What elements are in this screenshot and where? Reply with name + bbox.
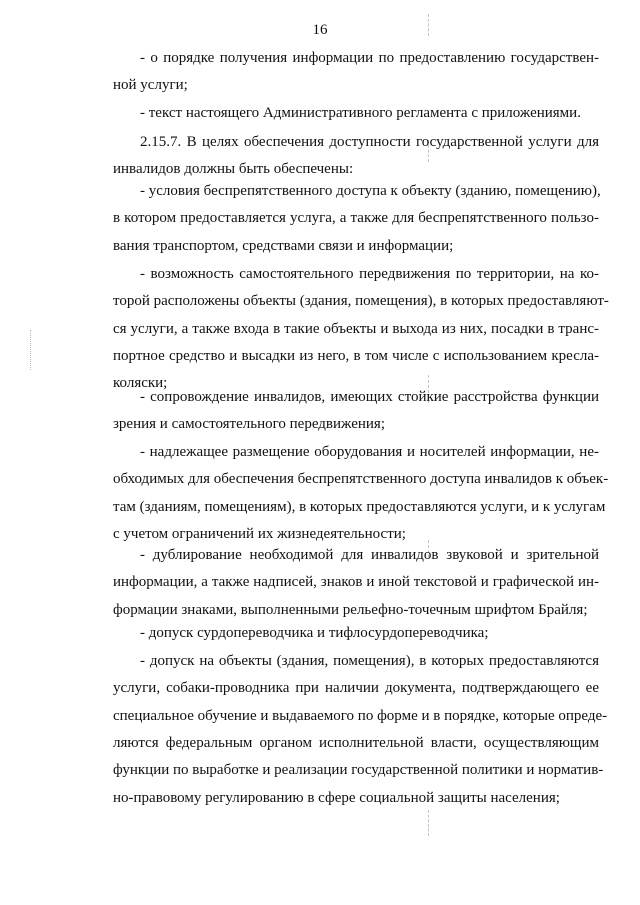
paragraph-1-line: ной услуги;: [113, 77, 188, 94]
paragraph-10-line: - допуск на объекты (здания, помещения), в которых предоставляются: [140, 653, 599, 669]
paragraph-5-line: портное средство и высадки из него, в том числе с использованием кресла-: [113, 347, 599, 364]
paragraph-4-line: вания транспортом, средствами связи и информации;: [113, 237, 454, 254]
page-number: 16: [312, 22, 328, 38]
paragraph-8-line: формации знаками, выполненными рельефно-точечным шрифтом Брайля;: [113, 601, 588, 618]
paragraph-7-line: - надлежащее размещение оборудования и носителей информации, не-: [140, 444, 599, 460]
paragraph-5-line: коляски;: [113, 375, 168, 392]
paragraph-10-line: услуги, собаки-проводника при наличии документа, подтверждающего ее: [113, 680, 599, 697]
paragraph-8-line: - дублирование необходимой для инвалидов звуковой и зрительной: [140, 547, 599, 563]
paragraph-8-line: информации, а также надписей, знаков и иной текстовой и графической ин-: [113, 574, 599, 591]
paragraph-4-line: в котором предоставляется услуга, а также для беспрепятственного пользо-: [113, 210, 599, 227]
paragraph-1-line: - о порядке получения информации по предоставлению государствен-: [140, 50, 599, 66]
paragraph-2-line: - текст настоящего Административного регламента с приложениями.: [140, 105, 581, 121]
paragraph-10-line: ляются федеральным органом исполнительной власти, осуществляющим: [113, 734, 599, 751]
paragraph-10-line: специальное обучение и выдаваемого по форме и в порядке, которые опреде-: [113, 707, 608, 724]
paragraph-6-line: - сопровождение инвалидов, имеющих стойкие расстройства функции: [140, 389, 599, 405]
paragraph-7-line: там (зданиям, помещениям), в которых предоставляются услуги, и к услугам: [113, 498, 606, 515]
paragraph-5-line: ся услуги, а также входа в такие объекты и выхода из них, посадки в транс-: [113, 320, 599, 337]
paragraph-7-line: с учетом ограничений их жизнедеятельности;: [113, 525, 406, 542]
paragraph-10-line: функции по выработке и реализации государственной политики и норматив-: [113, 762, 604, 779]
scan-fold-line: [428, 810, 429, 836]
paragraph-9-line: - допуск сурдопереводчика и тифлосурдопереводчика;: [140, 625, 489, 641]
scan-fold-line: [428, 14, 429, 36]
paragraph-6-line: зрения и самостоятельного передвижения;: [113, 416, 385, 433]
paragraph-10-line: но-правовому регулированию в сфере социальной защиты населения;: [113, 789, 560, 806]
paragraph-7-line: обходимых для обеспечения беспрепятственного доступа инвалидов к объек-: [113, 471, 609, 488]
paragraph-5-line: торой расположены объекты (здания, помещения), в которых предоставляют-: [113, 293, 609, 310]
paragraph-4-line: - условия беспрепятственного доступа к объекту (зданию, помещению),: [140, 183, 601, 199]
paragraph-3-line: инвалидов должны быть обеспечены:: [113, 161, 354, 178]
scan-margin-mark: [30, 330, 31, 370]
paragraph-5-line: - возможность самостоятельного передвижения по территории, на ко-: [140, 266, 599, 282]
paragraph-3-line: 2.15.7. В целях обеспечения доступности государственной услуги для: [140, 134, 599, 150]
